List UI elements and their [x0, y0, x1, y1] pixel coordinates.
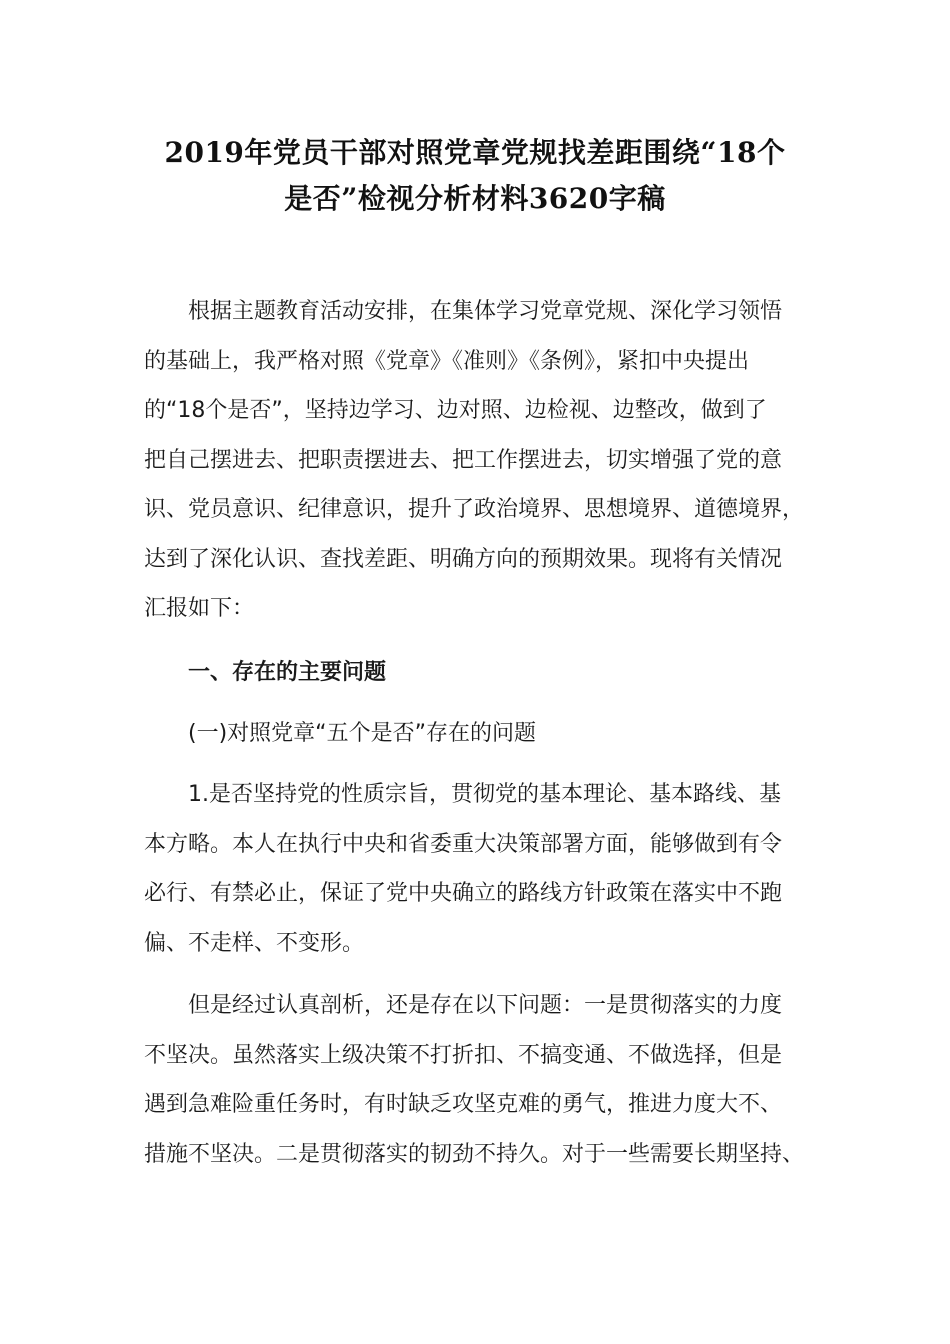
paragraph-line: 措施不坚决。二是贯彻落实的韧劲不持久。对于一些需要长期坚持、 — [144, 1141, 805, 1167]
paragraph-line: 汇报如下： — [144, 596, 255, 621]
item-1-paragraph — [144, 770, 796, 968]
paragraph-line: 本方略。本人在执行中央和省委重大决策部署方面，能够做到有令 — [144, 831, 783, 857]
paragraph-line: 识、党员意识、纪律意识，提升了政治境界、思想境界、道德境界， — [144, 497, 805, 522]
paragraph-line: 偏、不走样、不变形。 — [144, 930, 365, 956]
title-line-2: 是否”检视分析材料3620字稿 — [284, 182, 666, 215]
paragraph-line: 1.是否坚持党的性质宗旨，贯彻党的基本理论、基本路线、基 — [188, 782, 781, 807]
title-line-1: 2019年党员干部对照党章党规找差距围绕“18个 — [164, 136, 786, 169]
paragraph-line: 达到了深化认识、查找差距、明确方向的预期效果。现将有关情况 — [144, 546, 783, 572]
paragraph-line: 根据主题教育活动安排，在集体学习党章党规、深化学习领悟 — [188, 299, 783, 324]
paragraph-line: 把自己摆进去、把职责摆进去、把工作摆进去，切实增强了党的意 — [144, 447, 783, 473]
paragraph-line: 但是经过认真剖析，还是存在以下问题：一是贯彻落实的力度 — [188, 993, 783, 1018]
document-title — [140, 130, 810, 222]
paragraph-line: 的“18个是否”，坚持边学习、边对照、边检视、边整改，做到了 — [144, 398, 767, 423]
intro-paragraph — [144, 287, 805, 634]
paragraph-line: 遇到急难险重任务时，有时缺乏攻坚克难的勇气，推进力度大不、 — [144, 1092, 783, 1117]
subsection-heading — [144, 709, 796, 759]
paragraph-line: 不坚决。虽然落实上级决策不打折扣、不搞变通、不做选择，但是 — [144, 1042, 783, 1068]
heading-text: 一、存在的主要问题 — [188, 660, 387, 685]
analysis-paragraph — [144, 981, 805, 1179]
section-heading — [144, 648, 796, 698]
paragraph-line: 必行、有禁必止，保证了党中央确立的路线方针政策在落实中不跑 — [144, 881, 783, 906]
subheading-text: (一)对照党章“五个是否”存在的问题 — [188, 721, 536, 746]
paragraph-line: 的基础上，我严格对照《党章》《准则》《条例》，紧扣中央提出 — [144, 348, 750, 374]
